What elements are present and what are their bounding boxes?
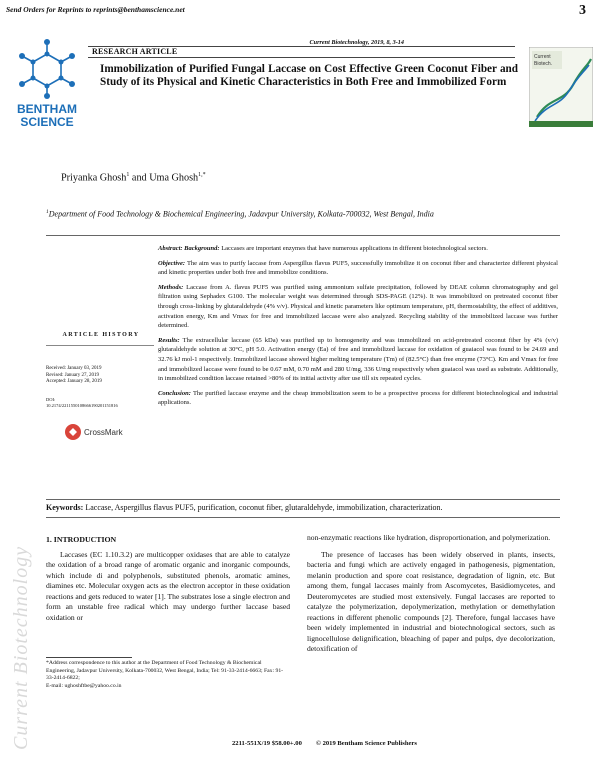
journal-watermark: Current Biotechnology (10, 545, 32, 750)
doi-label: DOI: (46, 397, 56, 402)
accepted-date: Accepted: January 28, 2019 (46, 379, 102, 384)
abstract-methods (158, 283, 558, 331)
article-history-rule (46, 345, 154, 346)
section-label: RESEARCH ARTICLE (92, 47, 178, 56)
affiliation (46, 207, 560, 220)
abstract-background-text: Laccases are important enzymes that have numerous applications in different biotechnological sectors. (221, 245, 488, 252)
keywords (46, 503, 560, 512)
footnote-rule (46, 657, 132, 658)
crossmark-label: CrossMark (84, 428, 123, 437)
abstract-background-label: Abstract: Background: (158, 245, 220, 252)
article-history-heading: ARTICLE HISTORY (62, 332, 140, 338)
svg-text:Current: Current (534, 54, 551, 60)
article-history-dates (46, 366, 102, 386)
bentham-science-logo (6, 36, 88, 131)
logo-text-bentham: BENTHAM (17, 102, 77, 116)
intro-heading: 1. INTRODUCTION (46, 535, 117, 544)
abstract-results-label: Results: (158, 336, 180, 344)
abstract-background (158, 244, 558, 254)
abstract (158, 244, 558, 413)
abstract-methods-label: Methods: (158, 283, 184, 291)
right-paragraph: The presence of laccases has been widely observed in plants, insects, bacteria and fungi which are actively engaged in pathogenesis, pigmentation, melanin production and spore coat resistance, degradation of lignin, etc. But among them, fungal laccases mainly from Ascomycetes, Basidiomycetes, and Deuteromycetes are studied most extensively. Fungal laccases are reported to catalyze the polymerization, depolymerization, methylation or demethylation reactions in different phenolic compounds [2]. Therefore, fungal laccases have been widely implemented in industrial and biotechnological sectors, such as lignocellulose delignification, bleaching of paper and pulps, dye decolorization, detoxification of (307, 549, 555, 653)
doi-link[interactable]: 10.2174/2211550108666190201151816 (46, 403, 118, 408)
abstract-methods-text: Laccase from A. flavus PUF5 was purified using ammonium sulfate precipitation, followed by DEAE column chromatography and gel filtration using Sephadex G100. The molecular weight was determined through SDS-PAGE (12%). It was immobilized on pretreated coconut fiber through cross-linking by glutaraldehyde (4% v/v). Physical and kinetic parameters like optimum temperature, pH, thermostability, the effect of additives, activation energy, Km and Vmax for free and immobilized laccase were also analyzed. Recycling stability of the immobilized laccase was further determined. (158, 283, 558, 330)
abstract-conclusion-text: The purified laccase enzyme and the cheap immobilization seem to be a prospective process for different biotechnological and industrial applications. (158, 389, 558, 407)
right-paragraph-continued: non-enzymatic reactions like hydration, disproportionation, and polymerization. (307, 533, 551, 542)
journal-reference: Current Biotechnology, 2019, 8, 3-14 (309, 39, 404, 46)
issn-price: 2211-551X/19 $58.00+.00 (232, 740, 302, 747)
author-affiliation-mark: 1,* (198, 172, 206, 178)
body-column-left (46, 533, 290, 623)
crossmark-badge[interactable] (64, 423, 124, 441)
revised-date: Revised: January 27, 2019 (46, 372, 100, 378)
reprints-notice: Send Orders for Reprints to reprints@benthamscience.net (6, 5, 185, 14)
keywords-text: Laccase, Aspergillus flavus PUF5, purification, coconut fiber, glutaraldehyde, immobilization, characterization. (85, 503, 443, 512)
abstract-objective-label: Objective: (158, 259, 186, 267)
abstract-objective-text: The aim was to purify laccase from Aspergillus flavus PUF5, successfully immobilize it on coconut fiber and characterize different physical and kinetic properties under both free and immobilize conditions. (158, 259, 558, 277)
abstract-results (158, 336, 558, 384)
keywords-rule-top (46, 499, 560, 500)
doi-block (46, 397, 118, 409)
crossmark-icon (64, 423, 124, 441)
author-name: Uma Ghosh (149, 172, 199, 184)
copyright: © 2019 Bentham Science Publishers (316, 740, 417, 747)
header-rule-bottom (88, 57, 515, 58)
page-number: 3 (579, 3, 586, 18)
author-name: Priyanka Ghosh (61, 172, 127, 184)
affiliation-text: Department of Food Technology & Biochemical Engineering, Jadavpur University, Kolkata-700032, West Bengal, India (48, 209, 434, 219)
abstract-results-text: The extracellular laccase (65 kDa) was purified up to homogeneity and was immobilized on acid-pretreated coconut fiber by 4% (v/v) glutaraldehyde solution at 30°C, pH 5.0. Activation energy (Ea) of free and immobilized laccase for oxidation of guaiacol was found to be 24.69 and 32.76 kJ mol-1 respectively. Immobilized laccase showed higher melting temperature (Tm) of (82.5°C) than free enzyme (73°C). Km and Vmax for free and immobilized laccase were found to be 0.67 mM, 0.70 mM and 280 U/mg, 336 U/mg respectively when guaiacol was used as substrate. Additionally, in immobilized condition laccase retained >80% of its initial activity after use till six repeated cycles. (158, 336, 558, 383)
intro-paragraph: Laccases (EC 1.10.3.2) are multicopper oxidases that are able to catalyze the oxidation of a broad range of aromatic organic and inorganic compounds, which include di and polyphenols, substituted phenols, aromatic amines, diamines etc. Molecular oxygen acts as the electron acceptor in these oxidation reactions and gets reduced to water [1]. The substrates lose a single electron and form an unstable free radical which may undergo further laccase based oxidation or (46, 549, 290, 622)
correspondence-address: *Address correspondence to this author at the Department of Food Technology & Biochemical Engineering, Jadavpur University, Kolkata-700032, West Bengal, India; Tel: 91-33-2414-6663; Fax: 91-33-2414-6822; (46, 660, 284, 682)
correspondence-email[interactable]: E-mail: ughoshftbe@yahoo.co.in (46, 682, 122, 689)
author-joiner: and (129, 172, 150, 184)
affiliation-mark: 1 (46, 209, 49, 215)
abstract-conclusion-label: Conclusion: (158, 389, 191, 397)
journal-cover-image (529, 47, 593, 127)
received-date: Received: January 03, 2019 (46, 366, 102, 371)
body-column-right (307, 533, 555, 655)
correspondence-footnote (46, 660, 290, 690)
article-title: Immobilization of Purified Fungal Laccase on Cost Effective Green Coconut Fiber and Study of its Physical and Kinetic Characteristics in Both Free and Immobilized Form (100, 63, 518, 88)
affiliation-rule (46, 235, 560, 236)
svg-text:Biotech.: Biotech. (534, 61, 553, 67)
keywords-label: Keywords: (46, 503, 84, 512)
author-list (61, 172, 206, 183)
logo-text-science: SCIENCE (20, 115, 74, 129)
author-affiliation-mark: 1 (126, 172, 130, 178)
abstract-conclusion (158, 389, 558, 408)
keywords-rule-bottom (46, 517, 560, 518)
abstract-objective (158, 259, 558, 278)
